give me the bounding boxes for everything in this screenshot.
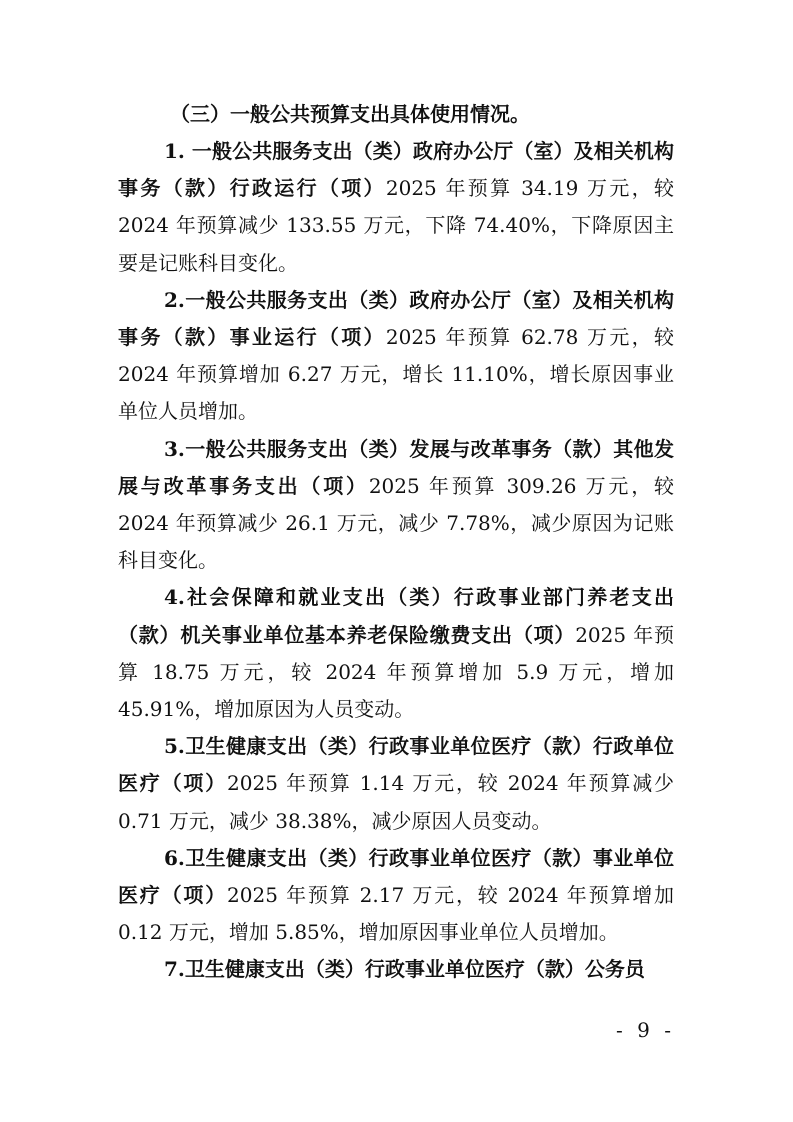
paragraph-2-body: 2025 年预算 62.78 万元，较 2024 年预算增加 6.27 万元，增长 11.10%，增长原因事业单位人员增加。 <box>118 325 675 424</box>
paragraph-6 <box>118 840 674 952</box>
paragraph-6-body: 2025 年预算 2.17 万元，较 2024 年预算增加 0.12 万元，增加 5.85%，增加原因事业单位人员增加。 <box>118 883 675 945</box>
paragraph-3-lead: 3.一般公共服务支出（类）发展与改革事务（款）其他发展与改革事务支出（项） <box>118 436 674 498</box>
paragraph-3 <box>118 431 674 580</box>
paragraph-1-lead: 1. 一般公共服务支出（类）政府办公厅（室）及相关机构事务（款）行政运行（项） <box>118 139 674 201</box>
paragraph-5 <box>118 728 674 840</box>
paragraph-6-lead: 6.卫生健康支出（类）行政事业单位医疗（款）事业单位医疗（项） <box>118 845 674 908</box>
paragraph-3-body: 2025 年预算 309.26 万元，较 2024 年预算减少 26.1 万元，减少 7.78%，减少原因为记账科目变化。 <box>118 473 675 573</box>
paragraph-4 <box>118 579 674 728</box>
paragraph-1 <box>118 133 674 282</box>
paragraph-4-body: 2025 年预算 18.75 万元，较 2024 年预算增加 5.9 万元，增加 45.91%，增加原因为人员变动。 <box>118 622 675 722</box>
document-page <box>118 96 674 989</box>
paragraph-7-lead: 7.卫生健康支出（类）行政事业单位医疗（款）公务员 <box>164 957 645 982</box>
section-heading: （三）一般公共预算支出具体使用情况。 <box>170 102 530 126</box>
page-number: - 9 - <box>616 1018 675 1042</box>
paragraph-7 <box>118 951 674 988</box>
paragraph-5-lead: 5.卫生健康支出（类）行政事业单位医疗（款）行政单位医疗（项） <box>118 734 674 796</box>
paragraph-1-body: 2025 年预算 34.19 万元，较 2024 年预算减少 133.55 万元，下降 74.40%，下降原因主要是记账科目变化。 <box>118 176 675 275</box>
paragraph-4-lead: 4.社会保障和就业支出（类）行政事业部门养老支出（款）机关事业单位基本养老保险缴费支出（项） <box>118 585 674 647</box>
paragraph-2-lead: 2.一般公共服务支出（类）政府办公厅（室）及相关机构事务（款）事业运行（项） <box>118 287 674 350</box>
paragraph-2 <box>118 282 674 431</box>
paragraph-5-body: 2025 年预算 1.14 万元，较 2024 年预算减少 0.71 万元，减少 38.38%，减少原因人员变动。 <box>118 771 675 833</box>
